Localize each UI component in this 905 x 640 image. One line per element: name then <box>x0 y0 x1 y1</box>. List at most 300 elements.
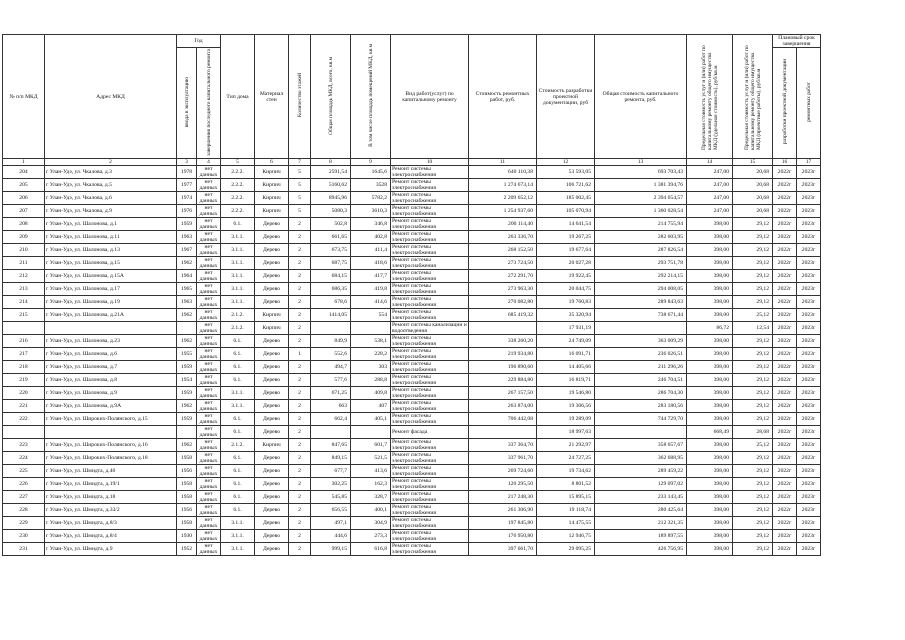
address-cell: г Улан-Удэ, ул. Шмидта, д.8/3 <box>45 517 177 530</box>
deadline-project-cell: 2022г <box>773 179 797 192</box>
living-area-cell: 304,9 <box>351 517 391 530</box>
year-built-cell: 1967 <box>177 244 197 257</box>
work-type-cell: Ремонт системы электроснабжения <box>391 205 469 218</box>
floors-cell: 2 <box>289 478 311 491</box>
living-area-cell: 418,6 <box>351 257 391 270</box>
total-cost-cell: 294 008,05 <box>595 283 687 296</box>
total-cost-cell: 358 657,67 <box>595 439 687 452</box>
table-body <box>3 166 821 556</box>
limit-cost-area-cell: 398,00 <box>687 530 733 543</box>
wall-material-cell: Дерево <box>255 231 289 244</box>
living-area-cell: 538,1 <box>351 335 391 348</box>
address-cell: г Улан-Удэ, ул. Шалонова, д.1 <box>45 218 177 231</box>
table-row <box>3 244 821 257</box>
floors-cell: 2 <box>289 374 311 387</box>
deadline-works-cell: 2023г <box>797 231 821 244</box>
living-area-cell: 1645,6 <box>351 166 391 179</box>
header-total-area-text: Общая площадь МКД, всего, кв.м <box>327 56 334 135</box>
total-cost-cell: 212 321,35 <box>595 517 687 530</box>
year-built-cell: 1959 <box>177 387 197 400</box>
deadline-works-cell: 2023г <box>797 192 821 205</box>
address-cell: г Улан-Удэ, ул. Шалонова, д.15А <box>45 270 177 283</box>
cost-works-cell: 397 661,70 <box>469 543 537 556</box>
total-cost-cell: 738 671,44 <box>595 309 687 322</box>
header-num: № п/п МКД <box>3 35 45 159</box>
house-type-cell: 2.2.2. <box>221 179 255 192</box>
deadline-project-cell: 2022г <box>773 270 797 283</box>
row-number: 210 <box>3 244 45 257</box>
total-cost-cell: 1 381 394,76 <box>595 179 687 192</box>
header-wall-material: Материал стен <box>255 35 289 159</box>
work-type-cell: Ремонт системы электроснабжения <box>391 543 469 556</box>
total-cost-cell: 744 729,70 <box>595 413 687 426</box>
living-area-cell: 162,3 <box>351 478 391 491</box>
total-area-cell: 497,1 <box>311 517 351 530</box>
table-row <box>3 179 821 192</box>
cost-works-cell: 337 364,70 <box>469 439 537 452</box>
cost-project-cell: 19 118,74 <box>537 504 595 517</box>
living-area-cell: 554 <box>351 309 391 322</box>
limit-cost-area-cell: 398,00 <box>687 491 733 504</box>
house-type-cell: 2.2.2. <box>221 205 255 218</box>
limit-cost-area-cell: 398,00 <box>687 244 733 257</box>
deadline-works-cell: 2023г <box>797 322 821 335</box>
cost-project-cell: 35 320,94 <box>537 309 595 322</box>
wall-material-cell: Дерево <box>255 517 289 530</box>
total-area-cell: 687,75 <box>311 257 351 270</box>
living-area-cell: 407 <box>351 400 391 413</box>
column-number-cell: 13 <box>595 159 687 166</box>
cost-works-cell: 267 157,50 <box>469 387 537 400</box>
table-row <box>3 439 821 452</box>
floors-cell: 2 <box>289 517 311 530</box>
wall-material-cell: Кирпич <box>255 322 289 335</box>
deadline-project-cell: 2022г <box>773 387 797 400</box>
header-year-built <box>177 48 197 159</box>
floors-cell: 5 <box>289 179 311 192</box>
row-number: 229 <box>3 517 45 530</box>
address-cell: г Улан-Удэ, ул. Широких-Полянского, д.16 <box>45 439 177 452</box>
header-living-area <box>351 35 391 159</box>
house-type-cell: 2.1.2. <box>221 309 255 322</box>
year-built-cell: 1959 <box>177 361 197 374</box>
total-area-cell: 671,25 <box>311 387 351 400</box>
wall-material-cell: Дерево <box>255 335 289 348</box>
header-year-built-text: ввода в эксплуатацию <box>183 76 190 128</box>
deadline-works-cell: 2023г <box>797 348 821 361</box>
header-total-cost: Общая стоимость капитального ремонта, руб. <box>595 35 687 159</box>
limit-cost-area-cell: 398,00 <box>687 465 733 478</box>
house-type-cell: 3.1.1. <box>221 257 255 270</box>
cost-project-cell: 14 405,66 <box>537 361 595 374</box>
total-area-cell: 545,85 <box>311 491 351 504</box>
header-limit-cost-area <box>687 35 733 159</box>
total-area-cell: 2591,54 <box>311 166 351 179</box>
limit-cost-unit-cell: 29,12 <box>733 387 773 400</box>
row-number <box>3 426 45 439</box>
living-area-cell: 409,8 <box>351 387 391 400</box>
deadline-project-cell: 2022г <box>773 478 797 491</box>
total-area-cell: 684,15 <box>311 270 351 283</box>
total-area-cell: 686,35 <box>311 283 351 296</box>
address-cell: г Улан-Удэ, ул. Широких-Полянского, д.15 <box>45 413 177 426</box>
deadline-project-cell: 2022г <box>773 361 797 374</box>
column-number-cell: 14 <box>687 159 733 166</box>
row-number: 226 <box>3 478 45 491</box>
table-row <box>3 335 821 348</box>
cost-project-cell: 185 002,45 <box>537 192 595 205</box>
wall-material-cell: Дерево <box>255 218 289 231</box>
limit-cost-unit-cell: 29,12 <box>733 335 773 348</box>
year-built-cell: 1954 <box>177 374 197 387</box>
work-type-cell: Ремонт системы электроснабжения <box>391 517 469 530</box>
wall-material-cell: Дерево <box>255 530 289 543</box>
living-area-cell: 419,8 <box>351 283 391 296</box>
cost-works-cell: 1 254 937,60 <box>469 205 537 218</box>
wall-material-cell: Кирпич <box>255 179 289 192</box>
capital-repair-table <box>2 34 821 556</box>
wall-material-cell: Дерево <box>255 504 289 517</box>
cost-project-cell: 19 289,09 <box>537 413 595 426</box>
house-type-cell: 6.1. <box>221 491 255 504</box>
table-row <box>3 530 821 543</box>
total-cost-cell: 233 143,45 <box>595 491 687 504</box>
address-cell: г Улан-Удэ, ул. Чкалова, д.6 <box>45 192 177 205</box>
year-repair-cell: нет данных <box>197 257 221 270</box>
deadline-project-cell: 2022г <box>773 530 797 543</box>
cost-works-cell: 272 291,70 <box>469 270 537 283</box>
table-row <box>3 218 821 231</box>
cost-works-cell: 273 963,30 <box>469 283 537 296</box>
floors-cell: 1 <box>289 348 311 361</box>
cost-works-cell: 270 082,80 <box>469 296 537 309</box>
cost-project-cell: 16 819,71 <box>537 374 595 387</box>
total-cost-cell: 2 394 654,57 <box>595 192 687 205</box>
header-year-repair-text: завершения последнего капитального ремонта <box>205 48 212 156</box>
house-type-cell: 6.1. <box>221 218 255 231</box>
year-repair-cell: нет данных <box>197 335 221 348</box>
total-cost-cell: 189 897,55 <box>595 530 687 543</box>
deadline-project-cell: 2022г <box>773 504 797 517</box>
living-area-cell: 417,7 <box>351 270 391 283</box>
cost-project-cell: 29 095,25 <box>537 543 595 556</box>
year-built-cell: 1958 <box>177 478 197 491</box>
total-area-cell: 656,55 <box>311 504 351 517</box>
living-area-cell: 228,2 <box>351 348 391 361</box>
total-area-cell: 552,6 <box>311 348 351 361</box>
header-deadline-works-text: ремонтных работ <box>805 82 812 122</box>
work-type-cell: Ремонт системы электроснабжения <box>391 309 469 322</box>
total-area-cell: 849,15 <box>311 452 351 465</box>
address-cell: г Улан-Удэ, ул. Шмидта, д.8/4 <box>45 530 177 543</box>
limit-cost-area-cell: 247,00 <box>687 179 733 192</box>
table-row <box>3 387 821 400</box>
house-type-cell: 3.1.1. <box>221 530 255 543</box>
year-built-cell: 1962 <box>177 257 197 270</box>
header-work-type: Вид работ(услуг) по капитальному ремонту <box>391 35 469 159</box>
cost-project-cell: 15 895,15 <box>537 491 595 504</box>
table-row <box>3 465 821 478</box>
house-type-cell: 6.1. <box>221 374 255 387</box>
header-deadline-works <box>797 48 821 159</box>
cost-works-cell: 197 845,80 <box>469 517 537 530</box>
cost-project-cell: 20 027,28 <box>537 257 595 270</box>
table-row <box>3 361 821 374</box>
house-type-cell: 6.1. <box>221 478 255 491</box>
floors-cell: 2 <box>289 465 311 478</box>
deadline-project-cell: 2022г <box>773 322 797 335</box>
year-repair-cell: нет данных <box>197 192 221 205</box>
cost-project-cell: 24 749,09 <box>537 335 595 348</box>
limit-cost-area-cell: 398,00 <box>687 452 733 465</box>
cost-works-cell: 268 152,50 <box>469 244 537 257</box>
deadline-project-cell: 2022г <box>773 348 797 361</box>
deadline-project-cell: 2022г <box>773 244 797 257</box>
work-type-cell: Ремонт системы электроснабжения <box>391 179 469 192</box>
address-cell: г Улан-Удэ, ул. Шмидта, д.40 <box>45 465 177 478</box>
cost-works-cell <box>469 426 537 439</box>
deadline-project-cell: 2022г <box>773 413 797 426</box>
year-built-cell: 1952 <box>177 543 197 556</box>
total-area-cell: 302,25 <box>311 478 351 491</box>
house-type-cell: 2.1.2. <box>221 322 255 335</box>
column-number-cell: 15 <box>733 159 773 166</box>
deadline-project-cell: 2022г <box>773 192 797 205</box>
living-area-cell: 413,6 <box>351 465 391 478</box>
cost-project-cell: 12 946,75 <box>537 530 595 543</box>
floors-cell: 5 <box>289 166 311 179</box>
column-number-cell: 11 <box>469 159 537 166</box>
cost-works-cell: 706 442,08 <box>469 413 537 426</box>
row-number: 213 <box>3 283 45 296</box>
floors-cell: 2 <box>289 543 311 556</box>
wall-material-cell: Кирпич <box>255 205 289 218</box>
deadline-project-cell: 2022г <box>773 335 797 348</box>
address-cell: г Улан-Удэ, ул. Широких-Полянского, д.18 <box>45 452 177 465</box>
table-row <box>3 413 821 426</box>
row-number: 222 <box>3 413 45 426</box>
header-deadline-group: Плановый срок завершения <box>773 35 821 48</box>
work-type-cell: Ремонт системы канализации и водоотведения <box>392 322 467 334</box>
total-cost-cell: 280 425,64 <box>595 504 687 517</box>
address-cell: г Улан-Удэ, ул. Шалонова, д.23 <box>45 335 177 348</box>
wall-material-cell: Дерево <box>255 270 289 283</box>
house-type-cell: 3.1.1. <box>221 400 255 413</box>
address-cell: г Улан-Удэ, ул. Шмидта, д.18 <box>45 491 177 504</box>
year-built-cell <box>177 322 197 335</box>
wall-material-cell: Дерево <box>255 348 289 361</box>
table-row <box>3 400 821 413</box>
address-cell: г Улан-Удэ, ул. Шалонова, д.11 <box>45 231 177 244</box>
row-number: 230 <box>3 530 45 543</box>
house-type-cell: 3.1.1. <box>221 283 255 296</box>
year-built-cell: 1930 <box>177 530 197 543</box>
year-repair-cell: нет данных <box>197 452 221 465</box>
deadline-works-cell: 2023г <box>797 179 821 192</box>
limit-cost-area-cell: 398,00 <box>687 257 733 270</box>
work-type-cell: Ремонт системы электроснабжения <box>391 413 469 426</box>
limit-cost-area-cell: 398,00 <box>687 374 733 387</box>
header-floors <box>289 35 311 159</box>
limit-cost-area-cell: 398,00 <box>687 543 733 556</box>
table-row <box>3 309 821 322</box>
cost-project-cell: 105 070,94 <box>537 205 595 218</box>
cost-project-cell: 18 997,63 <box>537 426 595 439</box>
table-row <box>3 296 821 309</box>
limit-cost-area-cell: 398,00 <box>687 309 733 322</box>
work-type-cell: Ремонт системы электроснабжения <box>391 244 469 257</box>
limit-cost-area-cell: 398,00 <box>687 413 733 426</box>
total-cost-cell: 282 603,95 <box>595 231 687 244</box>
limit-cost-unit-cell: 20,68 <box>733 205 773 218</box>
limit-cost-unit-cell: 29,12 <box>733 218 773 231</box>
total-cost-cell: 426 756,95 <box>595 543 687 556</box>
floors-cell: 2 <box>289 387 311 400</box>
year-repair-cell: нет данных <box>197 179 221 192</box>
house-type-cell: 6.1. <box>221 413 255 426</box>
cost-works-cell: 217 248,30 <box>469 491 537 504</box>
limit-cost-area-cell: 398,00 <box>687 478 733 491</box>
cost-project-cell: 21 292,97 <box>537 439 595 452</box>
living-area-cell: 328,7 <box>351 491 391 504</box>
year-repair-cell: нет данных <box>197 231 221 244</box>
total-cost-cell: 1 360 028,54 <box>595 205 687 218</box>
deadline-works-cell: 2023г <box>797 530 821 543</box>
work-type-cell: Ремонт системы электроснабжения <box>391 348 469 361</box>
header-limit-cost-area-text: Предельная стоимость услуг и (или) работ по капитальному ремонту общего имущества МКД (удельная стоимость), руб/кв.м <box>700 44 719 150</box>
deadline-project-cell: 2022г <box>773 439 797 452</box>
deadline-project-cell: 2022г <box>773 218 797 231</box>
total-area-cell: 8945,96 <box>311 192 351 205</box>
limit-cost-area-cell: 247,00 <box>687 192 733 205</box>
row-number: 225 <box>3 465 45 478</box>
total-area-cell: 662,4 <box>311 413 351 426</box>
row-number: 224 <box>3 452 45 465</box>
floors-cell: 2 <box>289 452 311 465</box>
house-type-cell: 3.1.1. <box>221 543 255 556</box>
total-cost-cell: 236 026,51 <box>595 348 687 361</box>
address-cell: г Улан-Удэ, ул. Шалонова, д.13 <box>45 244 177 257</box>
wall-material-cell: Дерево <box>255 465 289 478</box>
address-cell: г Улан-Удэ, ул. Шалонова, д.15 <box>45 257 177 270</box>
cost-works-cell: 685 419,32 <box>469 309 537 322</box>
header-deadline-project <box>773 48 797 159</box>
work-type-cell: Ремонт системы электроснабжения <box>391 335 469 348</box>
address-cell: г Улан-Удэ, ул. Шалонова, д.9А <box>45 400 177 413</box>
limit-cost-unit-cell: 25,12 <box>733 439 773 452</box>
deadline-project-cell: 2022г <box>773 543 797 556</box>
work-type-cell: Ремонт системы электроснабжения <box>391 530 469 543</box>
table-row <box>3 270 821 283</box>
limit-cost-unit-cell: 29,12 <box>733 478 773 491</box>
cost-project-cell: 14 641,54 <box>537 218 595 231</box>
house-type-cell: 2.2.2. <box>221 166 255 179</box>
living-area-cell: 3610,3 <box>351 205 391 218</box>
limit-cost-unit-cell: 29,12 <box>733 283 773 296</box>
floors-cell: 2 <box>289 491 311 504</box>
work-type-cell: Ремонт системы электроснабжения <box>391 218 469 231</box>
floors-cell: 2 <box>289 309 311 322</box>
deadline-works-cell: 2023г <box>797 244 821 257</box>
wall-material-cell: Дерево <box>255 400 289 413</box>
cost-project-cell: 19 922,45 <box>537 270 595 283</box>
cost-project-cell: 19 734,62 <box>537 465 595 478</box>
floors-cell: 2 <box>289 270 311 283</box>
deadline-project-cell: 2022г <box>773 426 797 439</box>
living-area-cell: 414,6 <box>351 296 391 309</box>
cost-project-cell: 17 931,19 <box>537 322 595 335</box>
year-built-cell: 1963 <box>177 231 197 244</box>
limit-cost-unit-cell: 29,12 <box>733 491 773 504</box>
deadline-works-cell: 2023г <box>797 426 821 439</box>
cost-works-cell: 640 110,38 <box>469 166 537 179</box>
address-cell: г Улан-Удэ, ул. Шалонова, д.7 <box>45 361 177 374</box>
deadline-project-cell: 2022г <box>773 257 797 270</box>
address-cell: г Улан-Удэ, ул. Чкалова, д.3 <box>45 166 177 179</box>
year-repair-cell: нет данных <box>197 530 221 543</box>
deadline-works-cell: 2023г <box>797 205 821 218</box>
cost-project-cell: 19 546,80 <box>537 387 595 400</box>
cost-project-cell: 53 593,05 <box>537 166 595 179</box>
house-type-cell: 3.1.1. <box>221 244 255 257</box>
table-row <box>3 192 821 205</box>
living-area-cell: 601,7 <box>351 439 391 452</box>
deadline-works-cell: 2023г <box>797 296 821 309</box>
deadline-works-cell: 2023г <box>797 504 821 517</box>
row-number: 205 <box>3 179 45 192</box>
house-type-cell: 3.1.1. <box>221 231 255 244</box>
year-built-cell: 1958 <box>177 452 197 465</box>
table-row <box>3 504 821 517</box>
cost-works-cell: 176 950,80 <box>469 530 537 543</box>
house-type-cell: 2.2.2. <box>221 192 255 205</box>
table-row <box>3 166 821 179</box>
total-cost-cell: 362 688,95 <box>595 452 687 465</box>
cost-works-cell: 269 724,60 <box>469 465 537 478</box>
floors-cell: 2 <box>289 426 311 439</box>
row-number: 217 <box>3 348 45 361</box>
header-deadline-project-text: разработки проектной документации <box>781 59 788 145</box>
table-row <box>3 257 821 270</box>
total-cost-cell: 211 296,26 <box>595 361 687 374</box>
floors-cell: 2 <box>289 439 311 452</box>
address-cell <box>45 322 177 335</box>
total-area-cell <box>311 322 351 335</box>
limit-cost-area-cell: 398,00 <box>687 296 733 309</box>
column-number-cell: 7 <box>289 159 311 166</box>
total-area-cell: 494,7 <box>311 361 351 374</box>
total-area-cell: 849,9 <box>311 335 351 348</box>
living-area-cell: 616,8 <box>351 543 391 556</box>
year-repair-cell: нет данных <box>197 504 221 517</box>
living-area-cell: 288,8 <box>351 374 391 387</box>
row-number: 223 <box>3 439 45 452</box>
limit-cost-unit-cell: 29,12 <box>733 231 773 244</box>
year-built-cell: 1976 <box>177 205 197 218</box>
wall-material-cell: Дерево <box>255 244 289 257</box>
year-repair-cell: нет данных <box>197 517 221 530</box>
address-cell: г Улан-Удэ, ул. Шмидта, д.33/2 <box>45 504 177 517</box>
deadline-works-cell: 2023г <box>797 413 821 426</box>
year-repair-cell: нет данных <box>197 543 221 556</box>
row-number: 231 <box>3 543 45 556</box>
column-number-cell: 3 <box>177 159 197 166</box>
work-type-cell: Ремонт системы электроснабжения <box>391 387 469 400</box>
year-built-cell: 1958 <box>177 517 197 530</box>
work-type-cell: Ремонт системы электроснабжения <box>391 257 469 270</box>
cost-project-cell: 19 267,25 <box>537 231 595 244</box>
limit-cost-area-cell: 86,72 <box>687 322 733 335</box>
